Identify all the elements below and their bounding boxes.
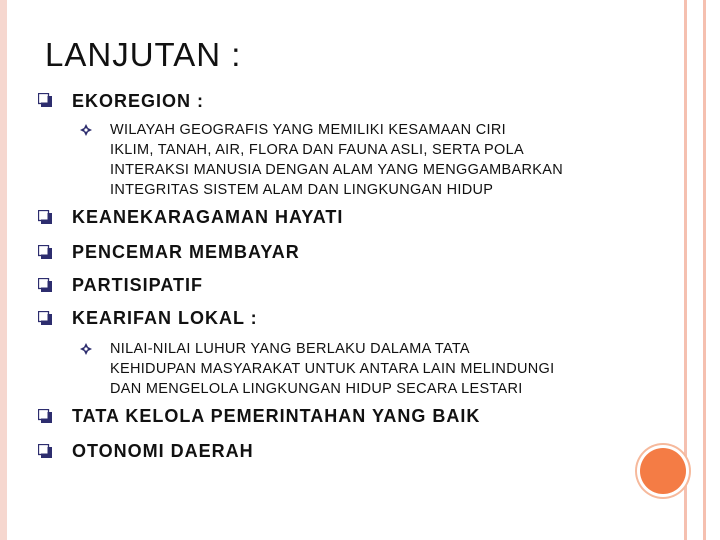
text-line: IKLIM, TANAH, AIR, FLORA DAN FAUNA ASLI, SERTA POLA [110,142,524,158]
right-border-decoration [684,0,706,540]
bullet-item-tata-kelola: TATA KELOLA PEMERINTAHAN YANG BAIK [72,406,481,426]
orange-circle-decoration [640,448,686,494]
text-line: KEHIDUPAN MASYARAKAT UNTUK ANTARA LAIN MELINDUNGI [110,361,555,377]
text-line: WILAYAH GEOGRAFIS YANG MEMILIKI KESAMAAN CIRI [110,122,506,138]
square-bullet-icon [38,210,52,224]
square-bullet-icon [38,409,52,423]
square-bullet-icon [38,444,52,458]
diamond-bullet-icon [80,124,92,136]
bullet-item-pencemar-membayar: PENCEMAR MEMBAYAR [72,242,300,262]
sub-item-kearifan-lokal-definition [110,339,554,399]
bullet-item-ekoregion: EKOREGION : [72,91,205,111]
bullet-item-keanekaragaman-hayati: KEANEKARAGAMAN HAYATI [72,207,344,227]
square-bullet-icon [38,311,52,325]
text-line: INTEGRITAS SISTEM ALAM DAN LINGKUNGAN HIDUP [110,182,494,198]
text-line: NILAI-NILAI LUHUR YANG BERLAKU DALAMA TATA [110,341,470,357]
bullet-item-kearifan-lokal: KEARIFAN LOKAL : [72,308,258,328]
text-line: INTERAKSI MANUSIA DENGAN ALAM YANG MENGGAMBARKAN [110,162,563,178]
left-border-decoration [0,0,7,540]
bullet-item-partisipatif: PARTISIPATIF [72,275,203,295]
square-bullet-icon [38,93,52,107]
sub-item-ekoregion-definition [110,120,563,200]
text-line: DAN MENGELOLA LINGKUNGAN HIDUP SECARA LESTARI [110,381,523,397]
square-bullet-icon [38,278,52,292]
bullet-item-otonomi-daerah: OTONOMI DAERAH [72,441,254,461]
square-bullet-icon [38,245,52,259]
diamond-bullet-icon [80,343,92,355]
slide-title: LANJUTAN : [45,36,242,73]
